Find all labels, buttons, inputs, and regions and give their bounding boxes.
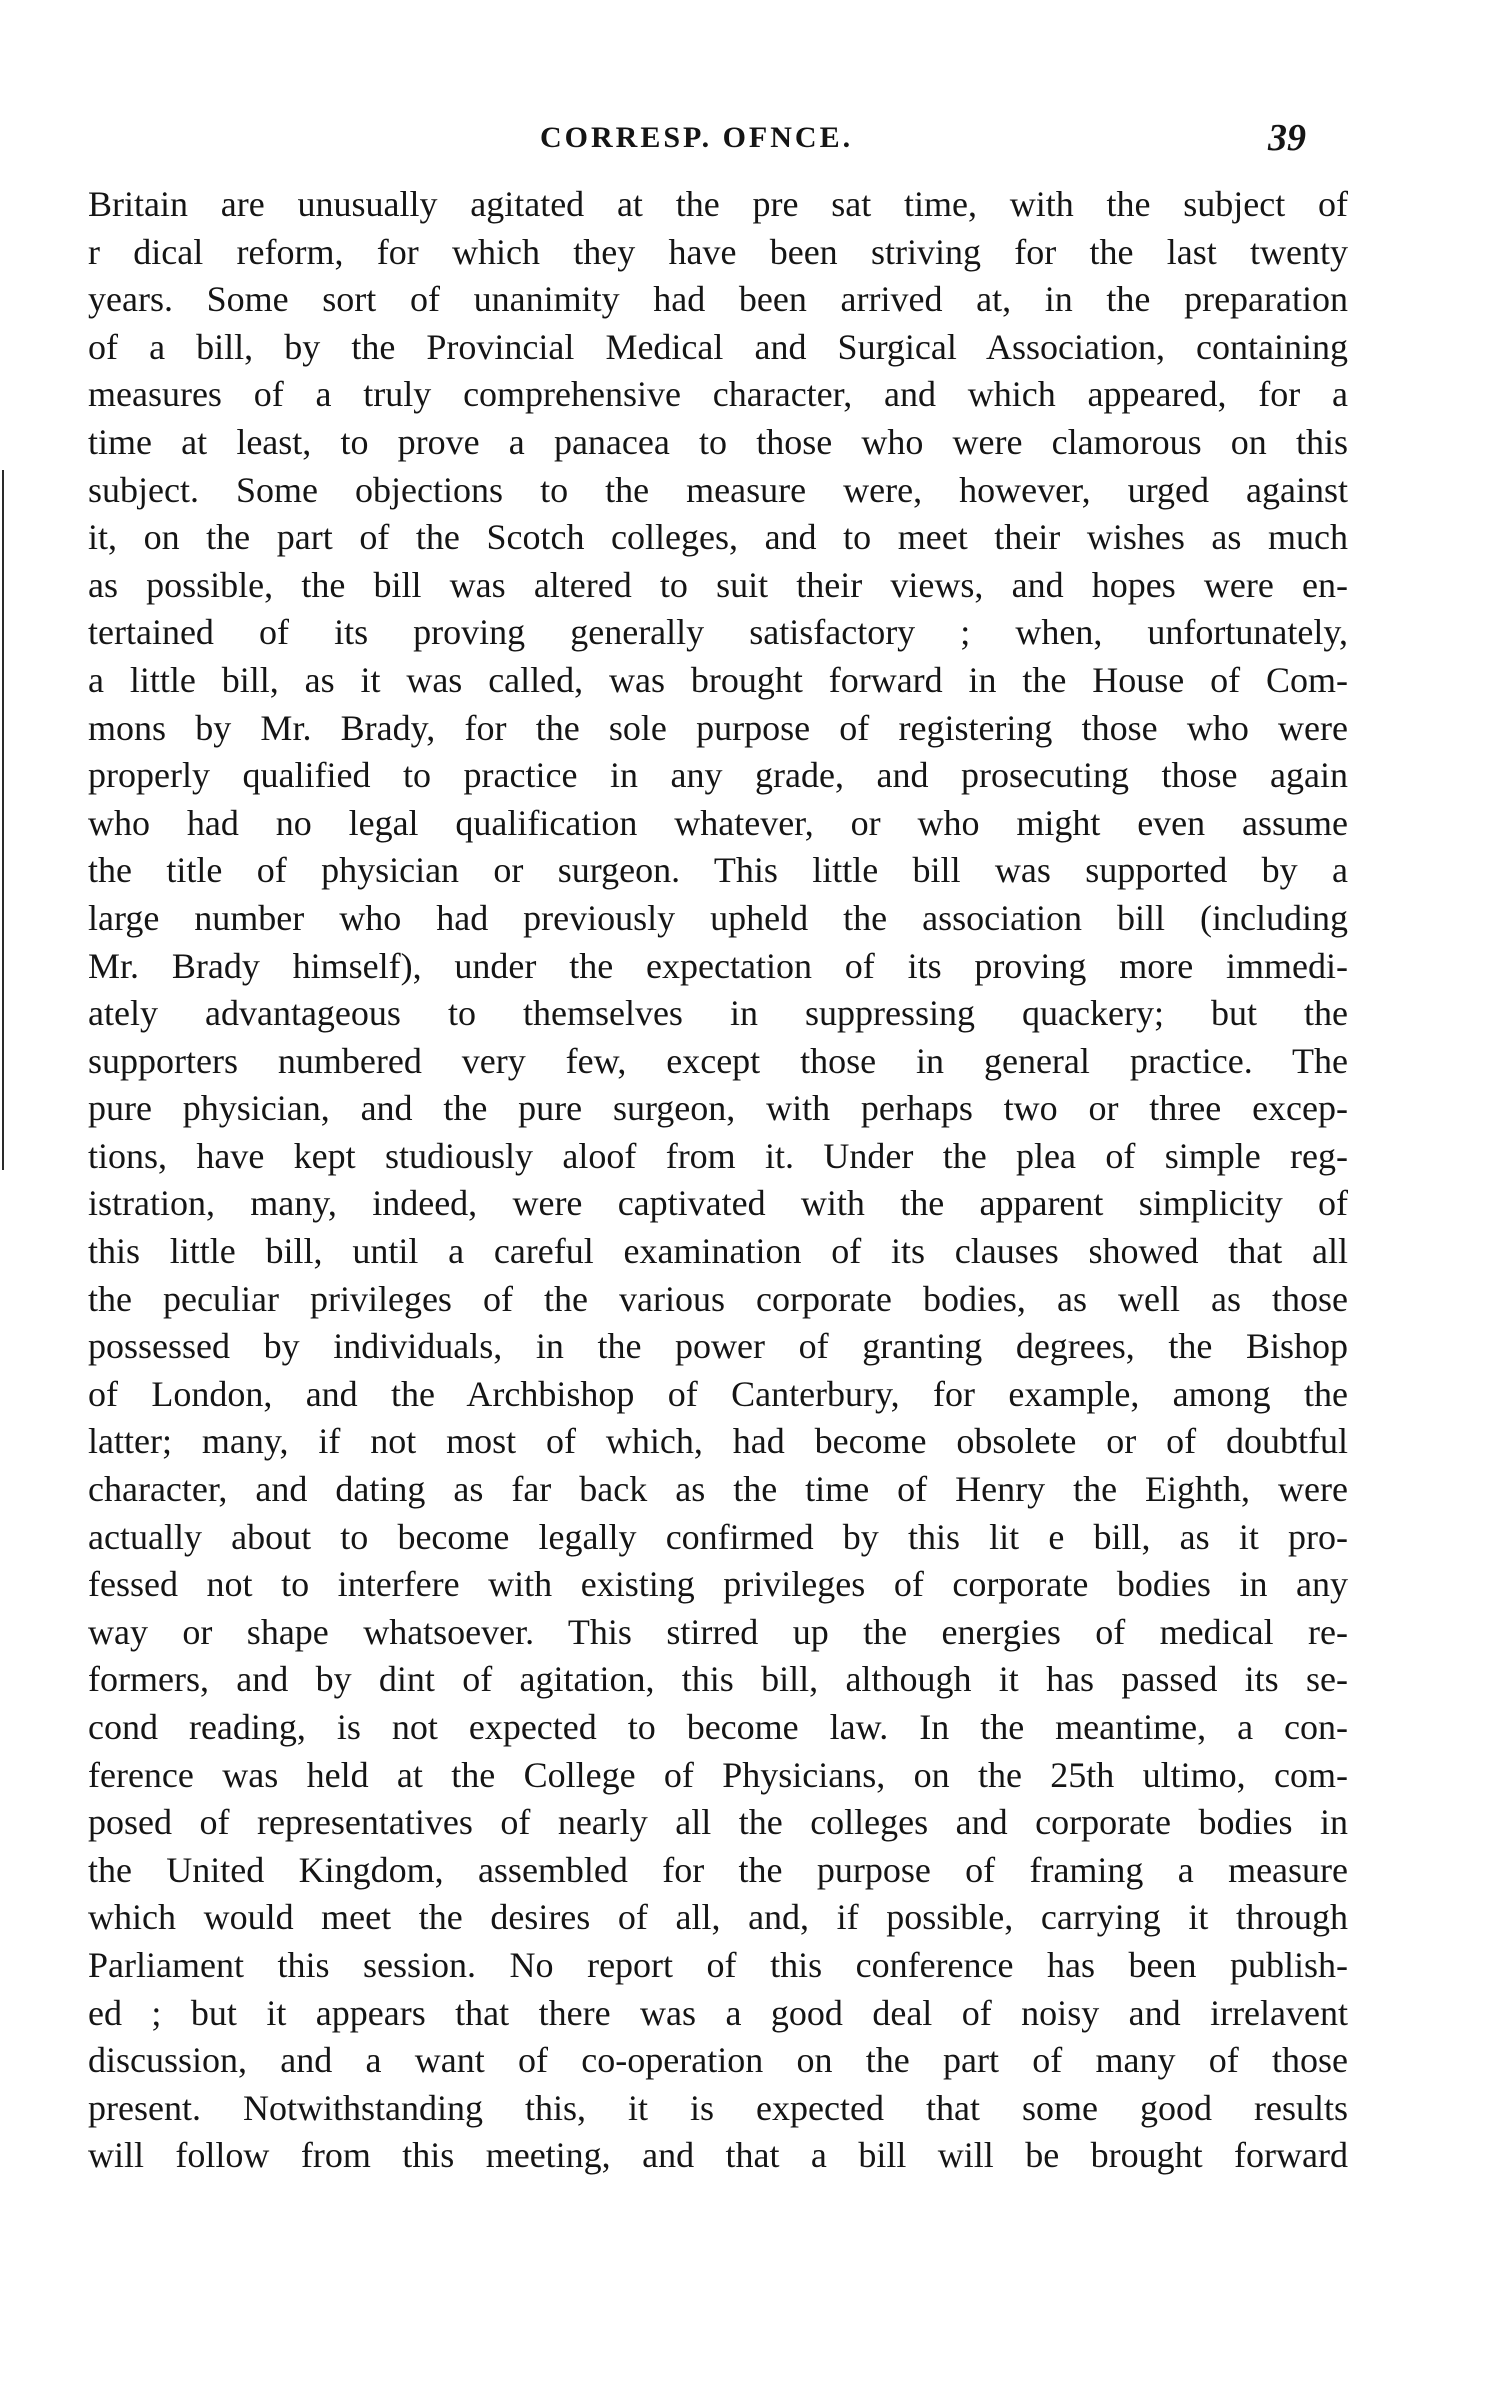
text-line: which would meet the desires of all, and, if possible, carrying it through [88, 1897, 1348, 1938]
text-line: formers, and by dint of agitation, this bill, although it has passed its se- [88, 1659, 1348, 1700]
text-line: the United Kingdom, assembled for the purpose of framing a measure [88, 1849, 1348, 1890]
text-line: tertained of its proving generally satisfactory ; when, unfortunately, [88, 612, 1348, 653]
text-line: subject. Some objections to the measure were, however, urged against [88, 469, 1348, 510]
text-line: large number who had previously upheld the association bill (including [88, 897, 1348, 938]
running-title: CORRESP. OFNCE. [540, 121, 854, 154]
text-line: present. Notwithstanding this, it is expected that some good results [88, 2087, 1348, 2128]
text-line: istration, many, indeed, were captivated with the apparent simplicity of [88, 1183, 1348, 1224]
running-head [0, 108, 1500, 168]
text-line: cond reading, is not expected to become law. In the meantime, a con- [88, 1707, 1348, 1747]
text-line: the title of physician or surgeon. This little bill was supported by a [88, 850, 1348, 891]
text-line: the peculiar privileges of the various corporate bodies, as well as those [88, 1278, 1348, 1319]
text-line: this little bill, until a careful examination of its clauses showed that all [88, 1231, 1348, 1272]
text-line: ately advantageous to themselves in suppressing quackery; but the [88, 993, 1348, 1034]
text-line: will follow from this meeting, and that a bill will be brought forward [88, 2135, 1348, 2176]
text-line: properly qualified to practice in any grade, and prosecuting those again [88, 755, 1348, 796]
text-line: of London, and the Archbishop of Canterbury, for example, among the [88, 1373, 1348, 1414]
text-line: measures of a truly comprehensive character, and which appeared, for a [88, 374, 1348, 415]
text-line: discussion, and a want of co-operation on the part of many of those [88, 2040, 1348, 2081]
text-line: of a bill, by the Provincial Medical and Surgical Association, containing [88, 326, 1348, 367]
text-line: as possible, the bill was altered to suit their views, and hopes were en- [88, 564, 1348, 605]
page-number: 39 [1268, 117, 1306, 159]
text-line: possessed by individuals, in the power of granting degrees, the Bishop [88, 1326, 1348, 1367]
text-line: Britain are unusually agitated at the pre sat time, with the subject of [88, 184, 1348, 224]
text-line: latter; many, if not most of which, had become obsolete or of doubtful [88, 1421, 1348, 1462]
text-line: supporters numbered very few, except those in general practice. The [88, 1040, 1348, 1081]
text-line: posed of representatives of nearly all the colleges and corporate bodies in [88, 1802, 1348, 1843]
text-line: way or shape whatsoever. This stirred up the energies of medical re- [88, 1611, 1348, 1652]
text-line: it, on the part of the Scotch colleges, and to meet their wishes as much [88, 517, 1348, 558]
body-text [88, 181, 1348, 2180]
text-line: ference was held at the College of Physicians, on the 25th ultimo, com- [88, 1754, 1348, 1795]
text-line: ed ; but it appears that there was a good deal of noisy and irrelavent [88, 1992, 1348, 2033]
text-line: tions, have kept studiously aloof from it. Under the plea of simple reg- [88, 1135, 1348, 1176]
text-line: who had no legal qualification whatever, or who might even assume [88, 802, 1348, 843]
text-line: r dical reform, for which they have been striving for the last twenty [88, 231, 1348, 272]
text-line: character, and dating as far back as the time of Henry the Eighth, were [88, 1469, 1348, 1510]
text-line: mons by Mr. Brady, for the sole purpose of registering those who were [88, 707, 1348, 748]
text-line: fessed not to interfere with existing privileges of corporate bodies in any [88, 1564, 1348, 1605]
margin-scan-line [2, 470, 4, 1170]
text-line: a little bill, as it was called, was brought forward in the House of Com- [88, 659, 1348, 700]
text-line: Parliament this session. No report of this conference has been publish- [88, 1944, 1348, 1985]
text-line: years. Some sort of unanimity had been arrived at, in the preparation [88, 279, 1348, 320]
text-line: Mr. Brady himself), under the expectation of its proving more immedi- [88, 945, 1348, 986]
text-line: actually about to become legally confirmed by this lit e bill, as it pro- [88, 1516, 1348, 1557]
text-line: pure physician, and the pure surgeon, with perhaps two or three excep- [88, 1088, 1348, 1129]
text-line: time at least, to prove a panacea to those who were clamorous on this [88, 421, 1348, 462]
